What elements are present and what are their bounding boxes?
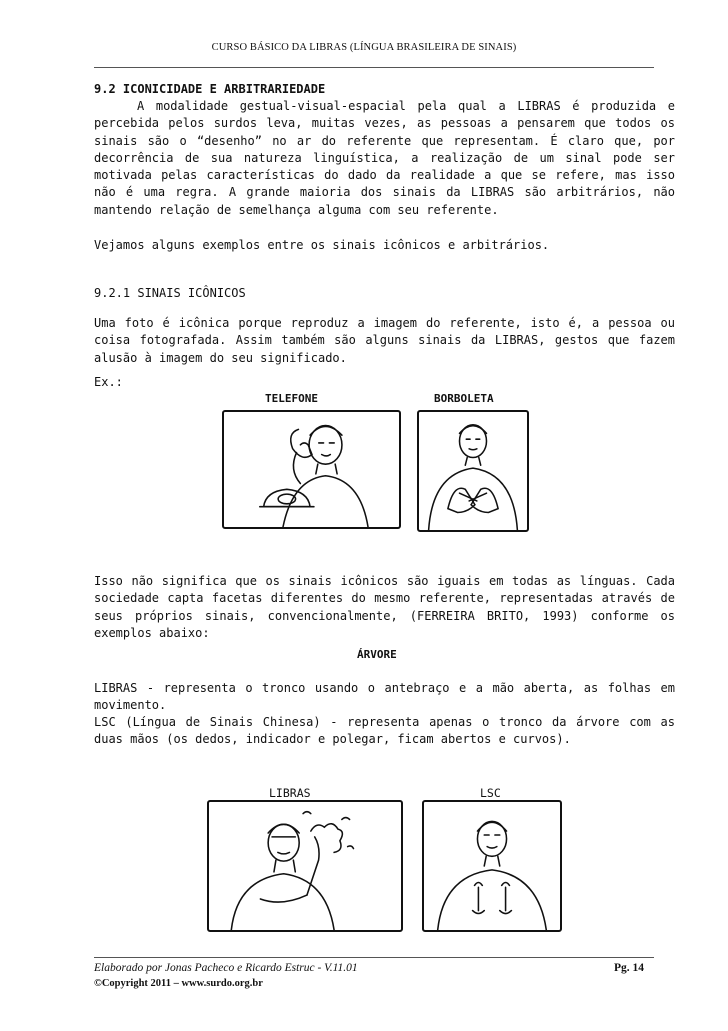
example-label-borboleta: BORBOLETA — [434, 392, 494, 405]
page-header: CURSO BÁSICO DA LIBRAS (LÍNGUA BRASILEIRA DE SINAIS) — [211, 42, 517, 53]
section-heading: 9.2 ICONICIDADE E ARBITRARIEDADE — [94, 82, 326, 96]
tree-label-lsc: LSC — [480, 786, 501, 800]
tree-label-libras: LIBRAS — [269, 786, 311, 800]
footer-copyright: ©Copyright 2011 – www.surdo.org.br — [94, 978, 263, 989]
subsection-paragraph-1: Uma foto é icônica porque reproduz a imagem do referente, isto é, a pessoa ou coisa fotografada. Assim também são alguns sinais da LIBRAS, gestos que fazem alusão à imagem do seu significado. — [94, 316, 675, 365]
example-label-telefone: TELEFONE — [265, 392, 318, 405]
subsection-paragraph-2: Isso não significa que os sinais icônicos são iguais em todas as línguas. Cada sociedade capta facetas diferentes do mesmo referente, representadas através de seus próprios sinais, convencionalmente, (FERREIRA BRITO, 1993) conforme os exemplos abaixo: — [94, 574, 675, 640]
tree-lsc-sign-illustration — [422, 800, 562, 932]
section-paragraph-1: A modalidade gestual-visual-espacial pela qual a LIBRAS é produzida e percebida pelos surdos leva, muitas vezes, as pessoas a pensarem que todos os sinais são o “desenho” no ar do referente que representam. É claro que, por decorrência de sua natureza linguística, a realização de um sinal pode ser motivada pelas características do dado da realidade a que se refere, mas isso não é uma regra. A grande maioria dos sinais da LIBRAS são arbitrários, não mantendo relação de semelhança alguma com seu referente. — [94, 99, 675, 217]
telephone-sign-illustration — [222, 410, 401, 529]
footer-divider — [94, 957, 654, 958]
libras-description: LIBRAS - representa o tronco usando o antebraço e a mão aberta, as folhas em movimento. — [94, 681, 675, 713]
footer-authors: Elaborado por Jonas Pacheco e Ricardo Estruc - V.11.01 — [94, 962, 358, 974]
section-paragraph-2: Vejamos alguns exemplos entre os sinais icônicos e arbitrários. — [94, 238, 550, 252]
page-number: Pg. 14 — [614, 962, 645, 974]
tree-heading: ÁRVORE — [357, 648, 397, 661]
example-label: Ex.: — [94, 375, 123, 389]
subsection-heading: 9.2.1 SINAIS ICÔNICOS — [94, 286, 246, 300]
lsc-description: LSC (Língua de Sinais Chinesa) - representa apenas o tronco da árvore com as duas mãos (os dedos, indicador e polegar, ficam abertos e curvos). — [94, 715, 675, 747]
tree-libras-sign-illustration — [207, 800, 403, 932]
header-divider — [94, 67, 654, 68]
butterfly-sign-illustration — [417, 410, 529, 532]
